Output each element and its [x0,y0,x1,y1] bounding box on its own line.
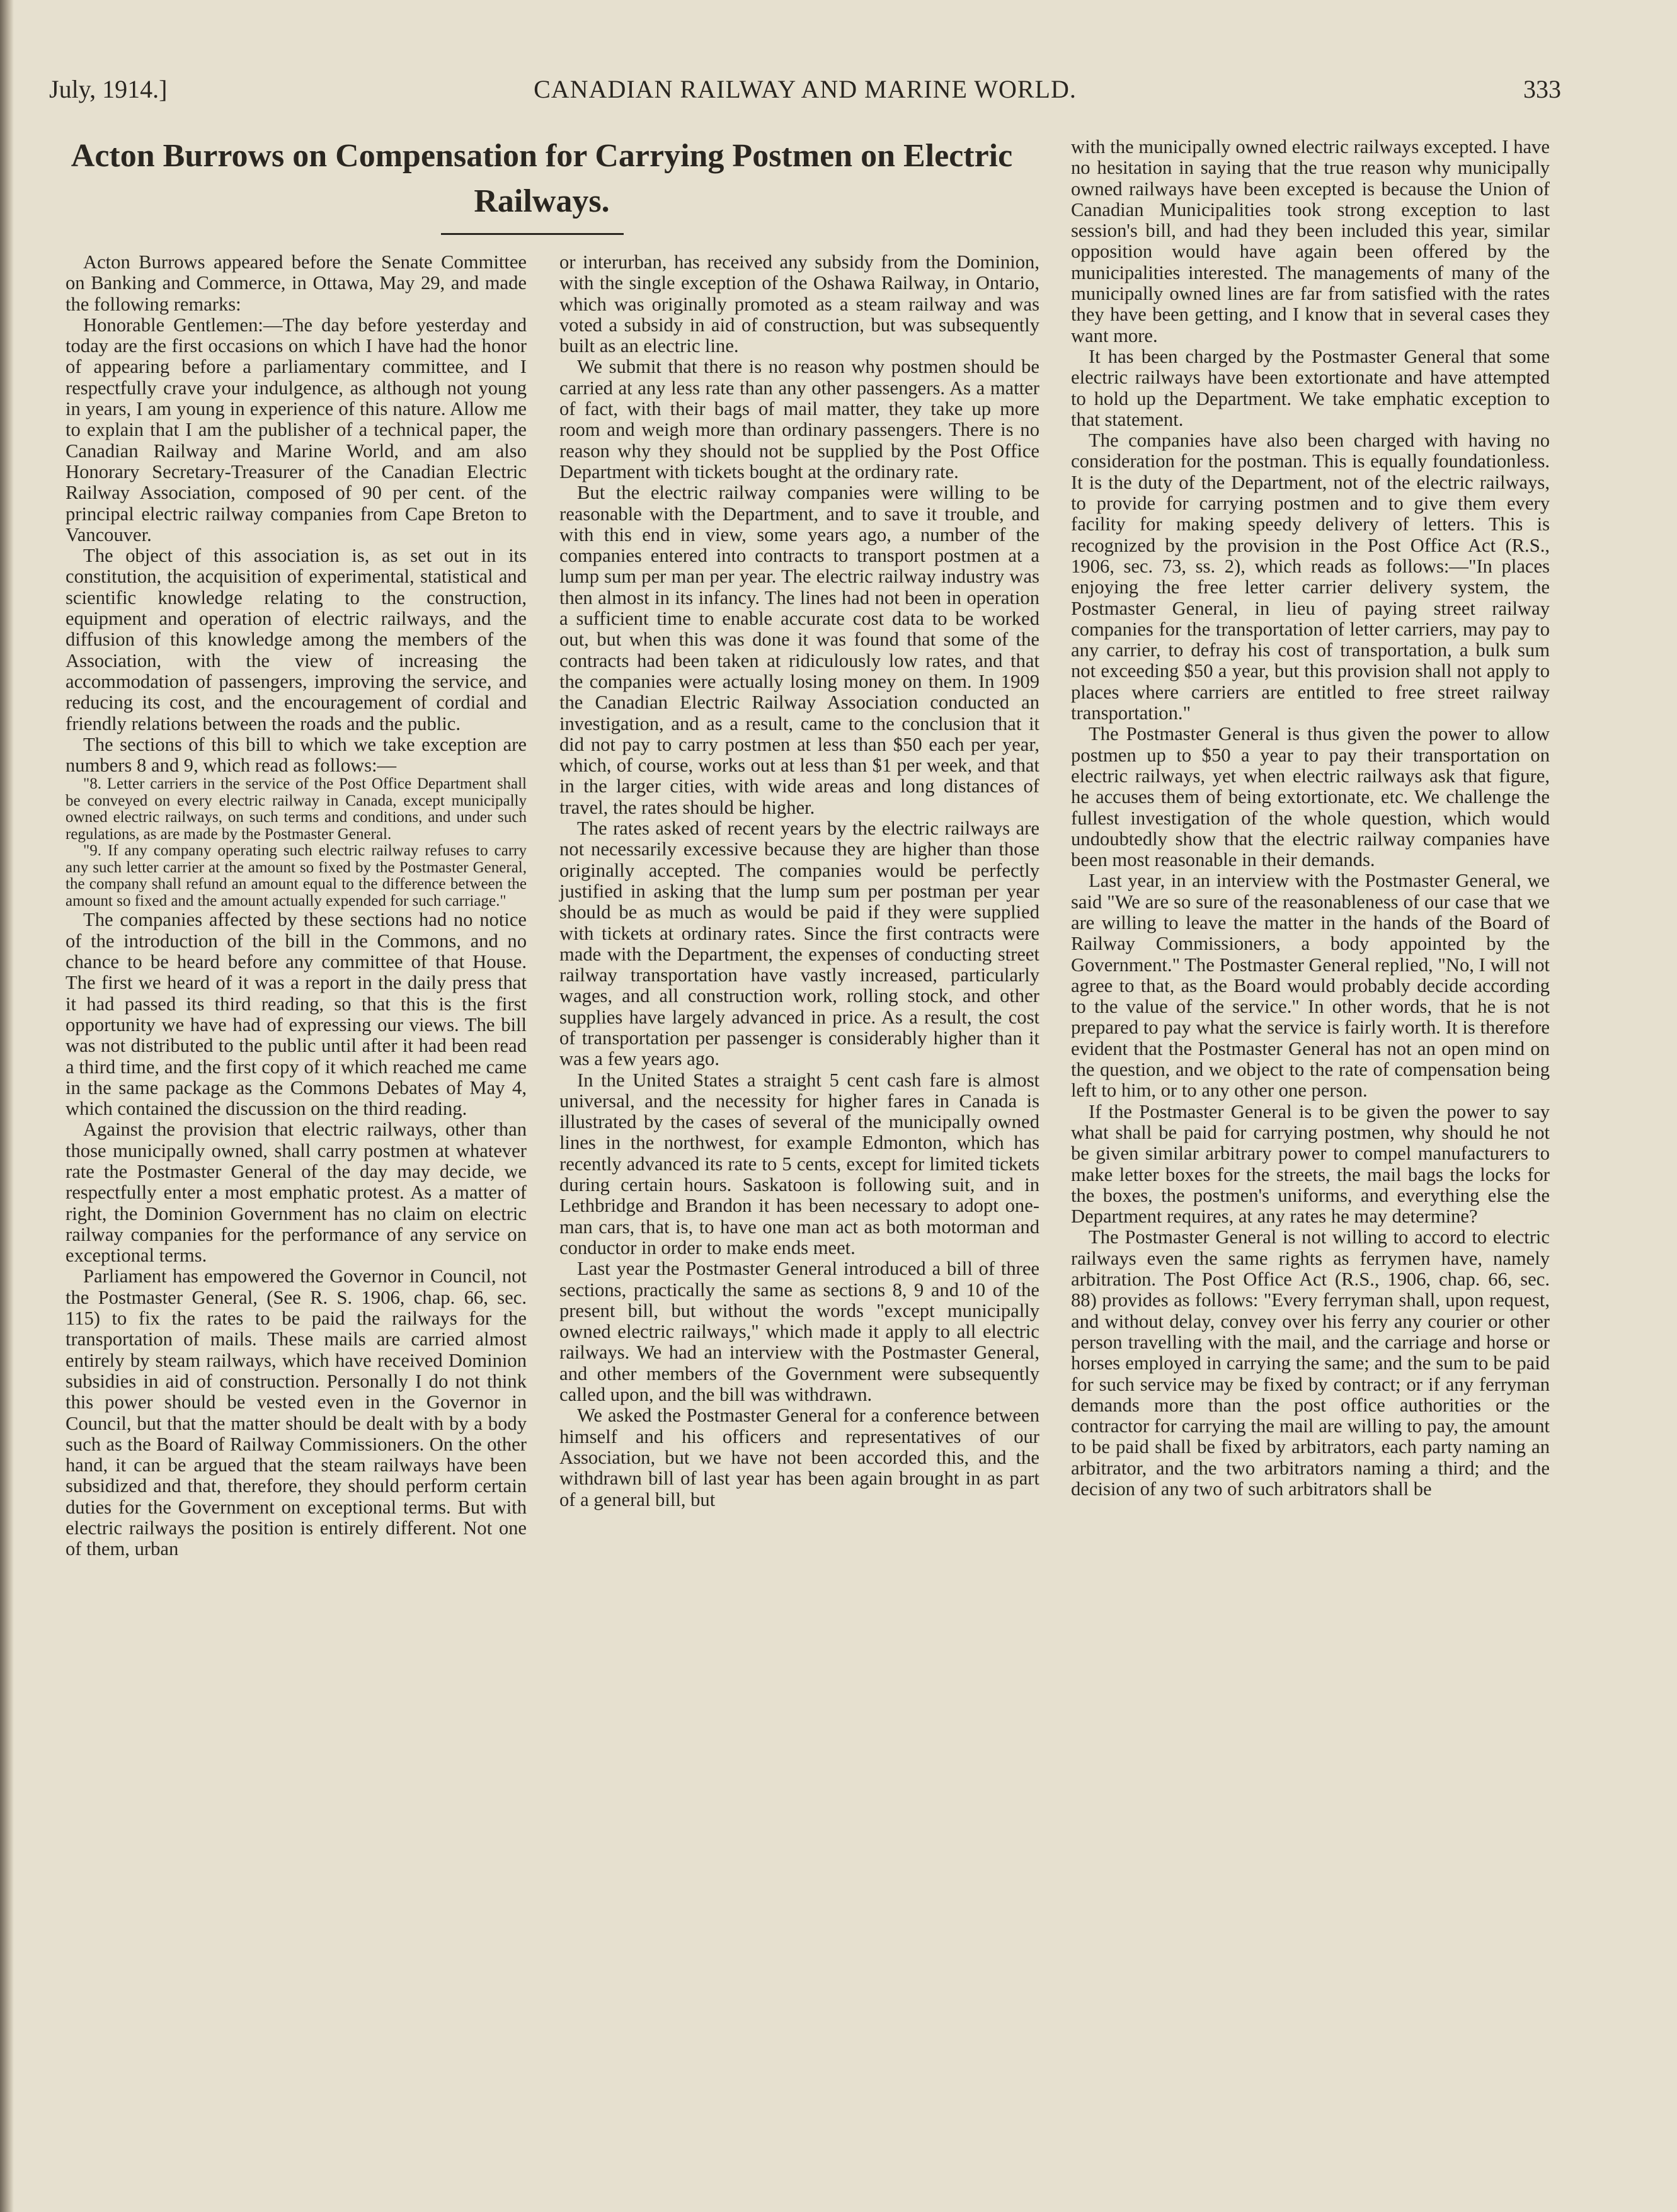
journal-name: CANADIAN RAILWAY AND MARINE WORLD. [534,75,1077,103]
paragraph: The companies affected by these sections had no notice of the introduction of the bill in the Commons, and no chance to be heard before any committee of that House. The first we heard of it was a report in the daily press that it had passed its third reading, so that this is the first opportunity we have had of expressing our views. The bill was not distributed to the public until after it had been read a third time, and the first copy of it which reached me came in the same package as the Commons Debates of May 4, which contained the discussion on the third reading. [66,909,527,1120]
paragraph: We submit that there is no reason why postmen should be carried at any less rate than any other passengers. As a matter of fact, with their bags of mail matter, they take up more room and weigh more than ordinary passengers. There is no reason why they should not be supplied by the Post Office Department with tickets bought at the ordinary rate. [559,356,1039,482]
paragraph: The rates asked of recent years by the electric railways are not necessarily excessive because they are higher than those originally accepted. The companies would be perfectly justified in asking that the lump sum per postman per year should be as much as would be paid if they were supplied with tickets at ordinary rates. Since the first contracts were made with the Department, the expenses of conducting street railway transportation have vastly increased, particularly wages, and all construction work, rolling stock, and other supplies have largely advanced in price. As a result, the cost of transportation per passenger is considerably higher than it was a few years ago. [559,818,1039,1070]
quoted-section-9: "9. If any company operating such electric railway refuses to carry any such letter carrier at the amount so fixed by the Postmaster General, the company shall refund an amount equal to the difference between the amount so fixed and the amount actually expended for such carriage." [66,842,527,909]
column-1 [66,252,527,2173]
paragraph: The Postmaster General is not willing to accord to electric railways even the same rights as ferrymen have, namely arbitration. The Post Office Act (R.S., 1906, chap. 66, sec. 88) provides as follows: "Every ferryman shall, upon request, and without delay, convey over his ferry any courier or other person travelling with the mail, and the carriage and horse or horses employed in carrying the same; and the sum to be paid for such service may be fixed by contract; or if any ferryman demands more than the post office authorities or the contractor for carrying the mail are willing to pay, the amount to be paid shall be fixed by arbitrators, each party naming an arbitrator, and the two arbitrators naming a third; and the decision of any two of such arbitrators shall be [1071,1226,1550,1500]
paragraph: The Postmaster General is thus given the power to allow postmen up to $50 a year to pay their transportation on electric railways, yet when electric railways ask that figure, he accuses them of being extortionate, etc. We challenge the fullest investigation of the whole question, which would undoubtedly show that the electric railway companies have been most reasonable in their demands. [1071,723,1550,871]
running-header [49,74,1561,112]
paragraph: If the Postmaster General is to be given the power to say what shall be paid for carrying postmen, why should he not be given similar arbitrary power to compel manufacturers to make letter boxes for the streets, the mail bags the locks for the boxes, the postmen's uniforms, and everything else the Department requires, at any rates he may determine? [1071,1100,1550,1228]
page-number: 333 [1523,75,1561,103]
paragraph: It has been charged by the Postmaster General that some electric railways have been extortionate and have attempted to hold up the Department. We take emphatic exception to that statement. [1071,345,1550,430]
paragraph: Last year, in an interview with the Postmaster General, we said "We are so sure of the reasonableness of our case that we are willing to leave the matter in the hands of the Board of Railway Commissioners, a body appointed by the Government." The Postmaster General replied, "No, I will not agree to that, as the Board would probably decide according to the value of the service." In other words, that he is not prepared to pay what the service is fairly worth. It is therefore evident that the Postmaster General has not an open mind on the question, and we object to the rate of compensation being left to him, or to any other one person. [1071,870,1550,1102]
column-2 [559,252,1039,2173]
paragraph: The sections of this bill to which we take exception are numbers 8 and 9, which read as follows:— [66,733,527,777]
paragraph: Against the provision that electric railways, other than those municipally owned, shall carry postmen at whatever rate the Postmaster General of the day may decide, we respectfully enter a most emphatic protest. As a matter of right, the Dominion Government has no claim on electric railway companies for the performance of any service on exceptional terms. [66,1119,527,1267]
paragraph: with the municipally owned electric railways excepted. I have no hesitation in saying that the true reason why municipally owned railways have been excepted is because the Union of Canadian Municipalities took strong exception to last session's bill, and had they been included this year, similar opposition would have again been offered by the municipalities interested. The managements of many of the municipally owned lines are far from satisfied with the rates they have been getting, and I know that in several cases they want more. [1071,136,1550,346]
paragraph: Last year the Postmaster General introduced a bill of three sections, practically the same as sections 8, 9 and 10 of the present bill, but without the words "except municipally owned electric railways," which made it apply to all electric railways. We had an interview with the Postmaster General, and other members of the Government were subsequently called upon, and the bill was withdrawn. [559,1258,1039,1406]
paragraph: We asked the Postmaster General for a conference between himself and his officers and representatives of our Association, but we have not been accorded this, and the withdrawn bill of last year has been again brought in as part of a general bill, but [559,1405,1039,1510]
paragraph: The object of this association is, as set out in its constitution, the acquisition of experimental, statistical and scientific knowledge relating to the construction, equipment and operation of electric railways, and the diffusion of this knowledge among the members of the Association, with the view of increasing the accommodation of passengers, improving the service, and reducing its cost, and the encouragement of cordial and friendly relations between the roads and the public. [66,545,527,734]
article-title: Acton Burrows on Compensation for Carrying Postmen on Electric Railways. [71,138,1013,219]
paragraph: Acton Burrows appeared before the Senate Committee on Banking and Commerce, in Ottawa, May 29, and made the following remarks: [66,251,527,315]
paragraph: In the United States a straight 5 cent cash fare is almost universal, and the necessity for higher fares in Canada is illustrated by the cases of several of the municipally owned lines in the northwest, for example Edmonton, which has recently advanced its rate to 5 cents, except for limited tickets during certain hours. Saskatoon is following suit, and in Lethbridge and Brandon it has been necessary to adopt one-man cars, that is, to have one man act as both motorman and conductor in order to make ends meet. [559,1069,1039,1258]
paragraph: Parliament has empowered the Governor in Council, not the Postmaster General, (See R. S. 1906, chap. 66, sec. 115) to fix the rates to be paid the railways for the transportation of mails. These mails are carried almost entirely by steam railways, which have received Dominion subsidies in aid of construction. Personally I do not think this power should be vested even in the Governor in Council, but that the matter should be dealt with by a body such as the Board of Railway Commissioners. On the other hand, it can be argued that the steam railways have been subsidized and that, therefore, they should perform certain duties for the Government on exceptional terms. But with electric railways the position is entirely different. Not one of them, urban [66,1265,527,1560]
column-3 [1071,137,1550,2177]
page-binding-shadow [0,0,14,2212]
title-rule [441,233,624,235]
paragraph: The companies have also been charged with having no consideration for the postman. This is equally foundationless. It is the duty of the Department, not of the electric railways, to provide for carrying postmen and to give them every facility for making speedy delivery of letters. This is recognized by the provision in the Post Office Act (R.S., 1906, sec. 73, ss. 2), which reads as follows:—"In places enjoying the free letter carrier delivery system, the Postmaster General, in lieu of paying street railway companies for the transportation of letter carriers, may pay to any carrier, to defray his cost of transportation, a bulk sum not exceeding $50 a year, but this provision shall not apply to places where carriers are entitled to free street railway transportation." [1071,430,1550,724]
paragraph: But the electric railway companies were willing to be reasonable with the Department, and to save it trouble, and with this end in view, some years ago, a number of the companies entered into contracts to transport postmen at a lump sum per man per year. The electric railway industry was then almost in its infancy. The lines had not been in operation a sufficient time to enable accurate cost data to be worked out, but when this was done it was found that some of the contracts had been taken at ridiculously low rates, and that the companies were actually losing money on them. In 1909 the Canadian Electric Railway Association conducted an investigation, and as a result, came to the conclusion that it did not pay to carry postmen at less than $50 each per year, which, of course, works out at less than $1 per week, and that in the larger cities, with wide areas and long distances of travel, the rates should be higher. [559,482,1039,818]
paragraph: Honorable Gentlemen:—The day before yesterday and today are the first occasions on which I have had the honor of appearing before a parliamentary committee, and I respectfully crave your indulgence, as although not young in years, I am young in experience of this nature. Allow me to explain that I am the publisher of a technical paper, the Canadian Railway and Marine World, and am also Honorary Secretary-Treasurer of the Canadian Electric Railway Association, composed of 90 per cent. of the principal electric railway companies from Cape Breton to Vancouver. [66,314,527,545]
issue-date: July, 1914.] [49,75,168,103]
quoted-section-8: "8. Letter carriers in the service of the Post Office Department shall be conveyed on every electric railway in Canada, except municipally owned electric railways, on such terms and conditions, and under such regulations, as are made by the Postmaster General. [66,775,527,843]
paragraph: or interurban, has received any subsidy from the Dominion, with the single exception of the Oshawa Railway, in Ontario, which was originally promoted as a steam railway and was voted a subsidy in aid of construction, but was subsequently built as an electric line. [559,251,1039,357]
